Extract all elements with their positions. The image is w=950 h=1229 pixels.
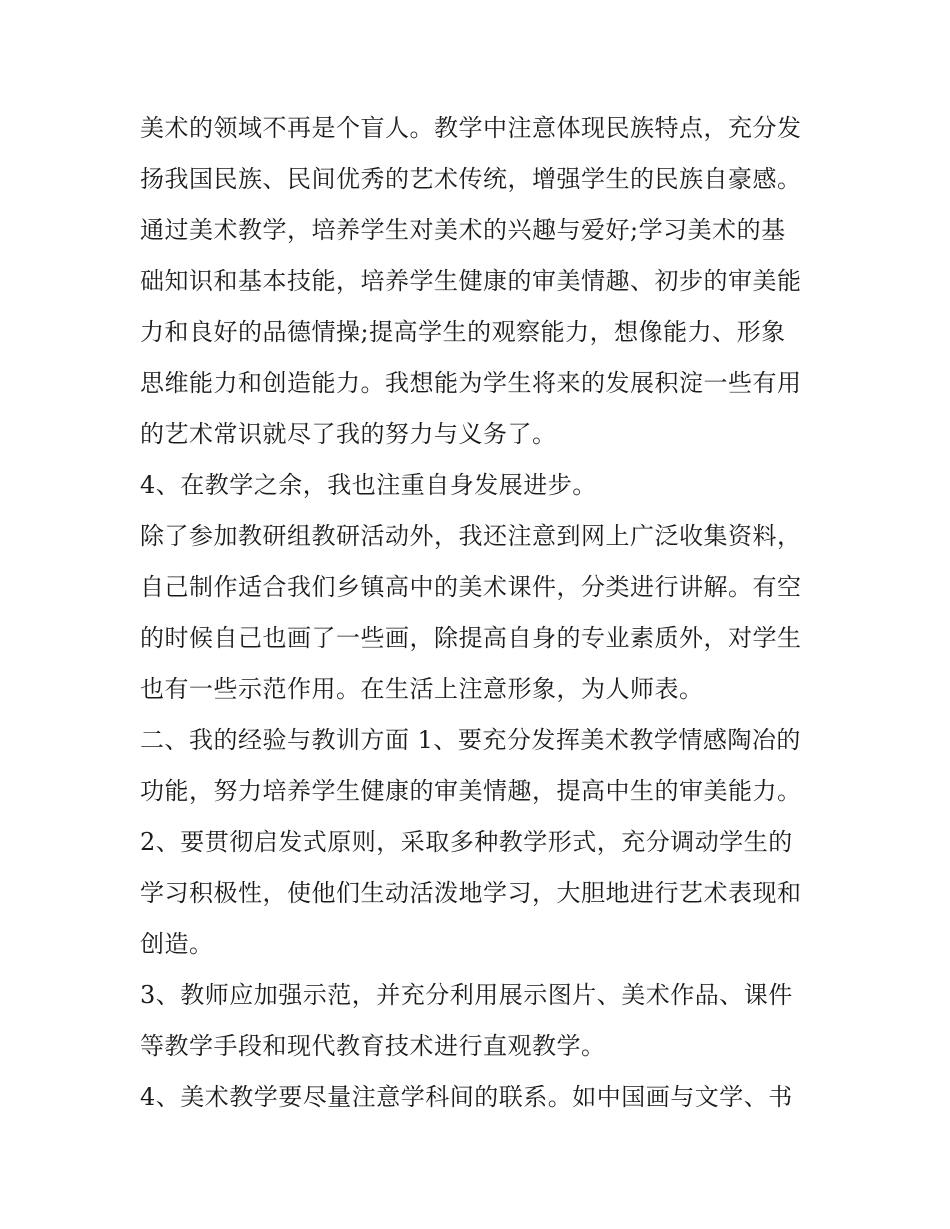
text-line: 通过美术教学，培养学生对美术的兴趣与爱好;学习美术的基 xyxy=(140,216,786,244)
text-line: 4、在教学之余，我也注重自身发展进步。 xyxy=(140,471,597,499)
document-body xyxy=(140,103,820,1123)
text-line: 扬我国民族、民间优秀的艺术传统，增强学生的民族自豪感。 xyxy=(140,165,802,193)
text-line: 也有一些示范作用。在生活上注意形象，为人师表。 xyxy=(140,675,704,703)
text-line: 创造。 xyxy=(140,930,214,958)
text-line: 等教学手段和现代教育技术进行直观教学。 xyxy=(140,1032,606,1060)
text-line: 思维能力和创造能力。我想能为学生将来的发展积淀一些有用 xyxy=(140,369,802,397)
text-line: 3、教师应加强示范，并充分利用展示图片、美术作品、课件 xyxy=(140,981,793,1009)
text-line: 二、我的经验与教训方面 1、要充分发挥美术教学情感陶冶的 xyxy=(140,726,801,754)
text-line: 力和良好的品德情操;提高学生的观察能力，想像能力、形象 xyxy=(140,318,786,346)
text-line: 的艺术常识就尽了我的努力与义务了。 xyxy=(140,420,557,448)
text-line: 的时候自己也画了一些画，除提高自身的专业素质外，对学生 xyxy=(140,624,802,652)
text-line: 自己制作适合我们乡镇高中的美术课件，分类进行讲解。有空 xyxy=(140,573,802,601)
text-line: 础知识和基本技能，培养学生健康的审美情趣、初步的审美能 xyxy=(140,267,802,295)
text-line: 4、美术教学要尽量注意学科间的联系。如中国画与文学、书 xyxy=(140,1083,793,1111)
text-line: 美术的领域不再是个盲人。教学中注意体现民族特点，充分发 xyxy=(140,114,802,142)
text-line: 功能，努力培养学生健康的审美情趣，提高中生的审美能力。 xyxy=(140,777,802,805)
text-line: 除了参加教研组教研活动外，我还注意到网上广泛收集资料， xyxy=(140,522,802,550)
text-line: 学习积极性，使他们生动活泼地学习，大胆地进行艺术表现和 xyxy=(140,879,802,907)
text-line: 2、要贯彻启发式原则，采取多种教学形式，充分调动学生的 xyxy=(140,828,793,856)
